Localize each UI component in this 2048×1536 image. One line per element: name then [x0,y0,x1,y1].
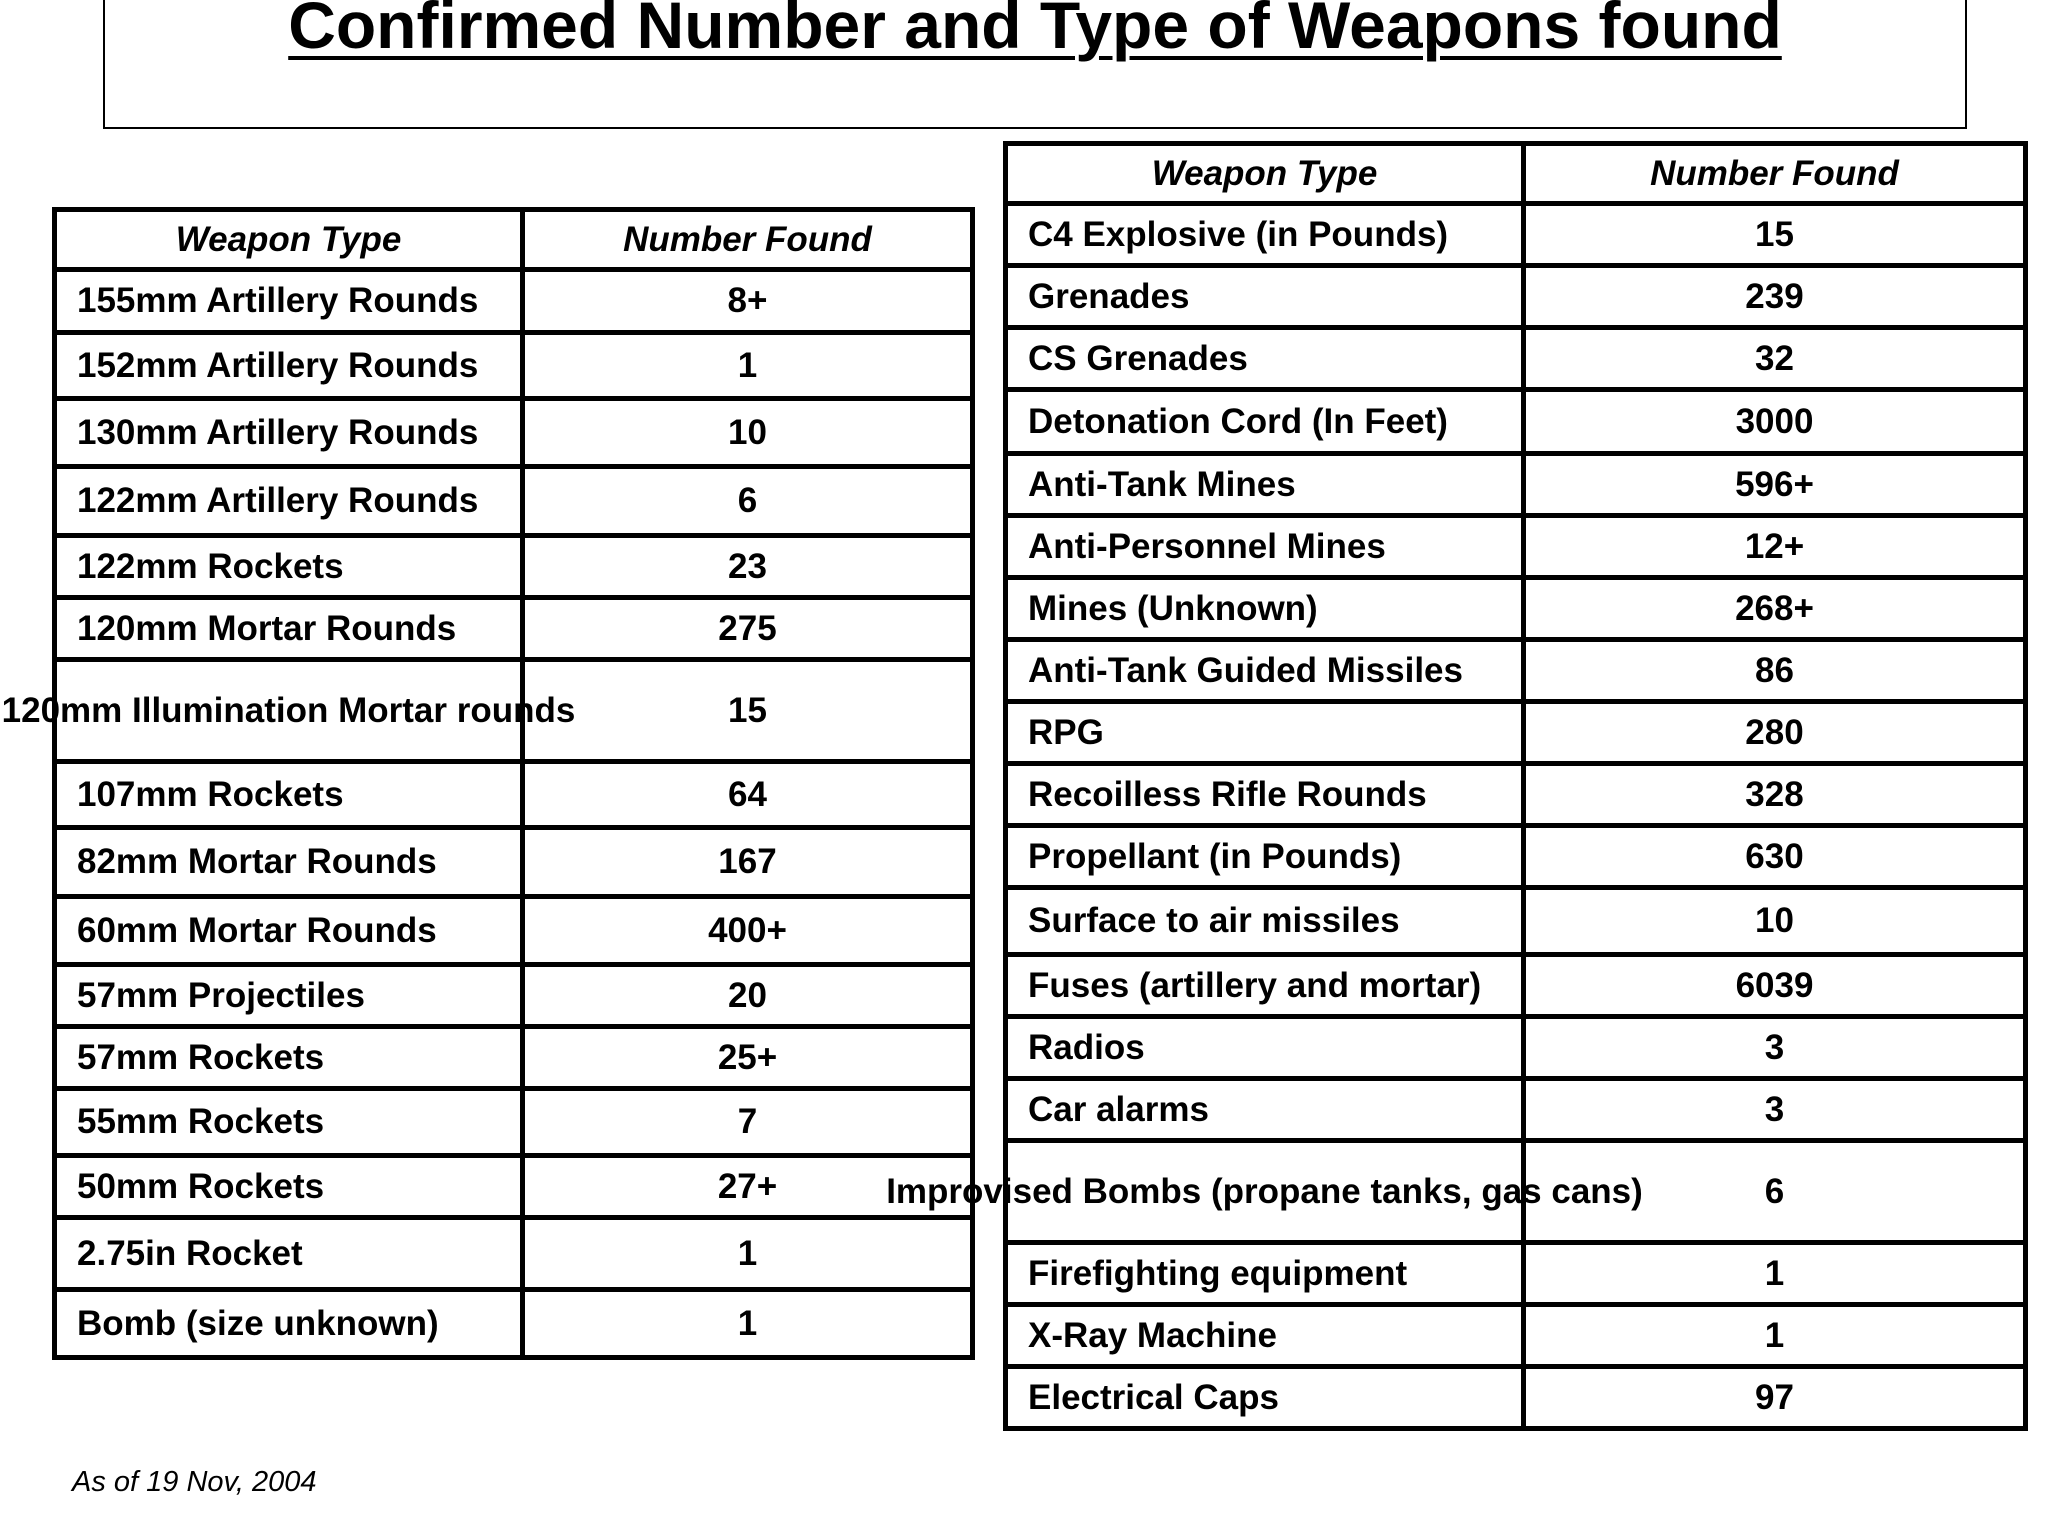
weapon-type-cell: Anti-Personnel Mines [1006,516,1524,578]
weapon-type-cell: Firefighting equipment [1006,1243,1524,1305]
weapon-type-cell: RPG [1006,702,1524,764]
weapon-type-cell: Propellant (in Pounds) [1006,826,1524,888]
table-row [1006,1305,2026,1367]
table-row [55,598,973,660]
table-row [1006,1141,2026,1243]
number-found-cell: 268+ [1524,578,2026,640]
header-number-found: Number Found [523,210,973,270]
number-found-cell: 1 [523,333,973,399]
number-found-cell: 7 [523,1089,973,1156]
table-row [55,270,973,333]
table-row [1006,390,2026,454]
table-row [1006,764,2026,826]
table-row [1006,516,2026,578]
table-header-row [1006,144,2026,204]
weapon-type-cell [886,1141,1643,1243]
weapon-type-cell: Mines (Unknown) [1006,578,1524,640]
table-row [55,1027,973,1089]
number-found-cell: 275 [523,598,973,660]
weapon-type-label: 120mm Illumination Mortar rounds [1,690,576,730]
weapon-type-label: Improvised Bombs (propane tanks, gas cans) [886,1171,1643,1211]
weapon-type-cell: Anti-Tank Mines [1006,454,1524,516]
number-found-cell: 6039 [1524,955,2026,1017]
weapon-type-cell: Electrical Caps [1006,1367,1524,1429]
table-row [1006,1079,2026,1141]
number-found-cell: 10 [523,399,973,467]
number-found-cell: 3 [1524,1079,2026,1141]
table-row [55,467,973,536]
number-found-cell: 8+ [523,270,973,333]
table-row [55,965,973,1027]
number-found-cell: 630 [1524,826,2026,888]
number-found-cell: 23 [523,536,973,598]
weapon-type-cell: Car alarms [1006,1079,1524,1141]
number-found-cell: 20 [523,965,973,1027]
table-row [55,333,973,399]
number-found-cell: 3000 [1524,390,2026,454]
weapon-type-cell: 50mm Rockets [55,1156,523,1218]
weapon-type-cell: Bomb (size unknown) [55,1290,523,1358]
weapon-type-cell: CS Grenades [1006,328,1524,390]
weapon-type-cell: 55mm Rockets [55,1089,523,1156]
number-found-cell: 15 [523,660,973,762]
weapon-type-cell: X-Ray Machine [1006,1305,1524,1367]
table-row [55,1218,973,1290]
header-number-found: Number Found [1524,144,2026,204]
number-found-cell: 6 [523,467,973,536]
number-found-cell: 97 [1524,1367,2026,1429]
table-row [1006,1017,2026,1079]
table-row [55,762,973,828]
table-row [55,1089,973,1156]
table-row [1006,204,2026,266]
weapon-type-cell: Grenades [1006,266,1524,328]
number-found-cell: 6 [1524,1141,2026,1243]
as-of-date-footnote: As of 19 Nov, 2004 [72,1466,317,1498]
number-found-cell: 400+ [523,897,973,965]
table-row [1006,702,2026,764]
table-row [1006,640,2026,702]
page-title: Confirmed Number and Type of Weapons found [288,0,1782,62]
weapon-type-cell: C4 Explosive (in Pounds) [1006,204,1524,266]
number-found-cell: 328 [1524,764,2026,826]
weapon-type-cell: 82mm Mortar Rounds [55,828,523,897]
number-found-cell: 32 [1524,328,2026,390]
number-found-cell: 596+ [1524,454,2026,516]
number-found-cell: 27+ [523,1156,973,1218]
weapon-type-cell: 120mm Mortar Rounds [55,598,523,660]
weapon-type-cell: 152mm Artillery Rounds [55,333,523,399]
weapon-type-cell: Recoilless Rifle Rounds [1006,764,1524,826]
weapon-type-cell: Anti-Tank Guided Missiles [1006,640,1524,702]
table-row [1006,454,2026,516]
number-found-cell: 1 [523,1290,973,1358]
number-found-cell: 12+ [1524,516,2026,578]
table-row [55,897,973,965]
weapon-type-cell: 130mm Artillery Rounds [55,399,523,467]
weapon-type-cell: Fuses (artillery and mortar) [1006,955,1524,1017]
weapon-type-cell: Radios [1006,1017,1524,1079]
weapon-type-cell: 60mm Mortar Rounds [55,897,523,965]
weapon-type-cell: 122mm Rockets [55,536,523,598]
weapon-type-cell: Detonation Cord (In Feet) [1006,390,1524,454]
number-found-cell: 10 [1524,888,2026,955]
weapon-type-cell: 107mm Rockets [55,762,523,828]
table-row [1006,955,2026,1017]
table-row [55,828,973,897]
weapon-type-cell [1,660,576,762]
right-weapons-table [886,141,2028,1431]
table-row [1006,266,2026,328]
number-found-cell: 1 [523,1218,973,1290]
number-found-cell: 280 [1524,702,2026,764]
header-weapon-type: Weapon Type [55,210,523,270]
weapon-type-cell: 2.75in Rocket [55,1218,523,1290]
left-weapons-table [1,207,975,1360]
table-row [1006,1243,2026,1305]
weapon-type-cell: 57mm Rockets [55,1027,523,1089]
number-found-cell: 3 [1524,1017,2026,1079]
number-found-cell: 1 [1524,1305,2026,1367]
number-found-cell: 25+ [523,1027,973,1089]
table-row [1006,888,2026,955]
table-row [1006,578,2026,640]
number-found-cell: 239 [1524,266,2026,328]
number-found-cell: 86 [1524,640,2026,702]
table-row [55,1156,973,1218]
table-row [55,660,973,762]
table-row [55,399,973,467]
weapon-type-cell: Surface to air missiles [1006,888,1524,955]
table-row [1006,1367,2026,1429]
number-found-cell: 15 [1524,204,2026,266]
weapon-type-cell: 57mm Projectiles [55,965,523,1027]
header-weapon-type: Weapon Type [1006,144,1524,204]
table-row [1006,328,2026,390]
table-row [55,1290,973,1358]
table-row [55,536,973,598]
number-found-cell: 64 [523,762,973,828]
number-found-cell: 1 [1524,1243,2026,1305]
weapon-type-cell: 155mm Artillery Rounds [55,270,523,333]
table-row [1006,826,2026,888]
table-header-row [55,210,973,270]
weapon-type-cell: 122mm Artillery Rounds [55,467,523,536]
number-found-cell: 167 [523,828,973,897]
title-box [103,0,1967,129]
